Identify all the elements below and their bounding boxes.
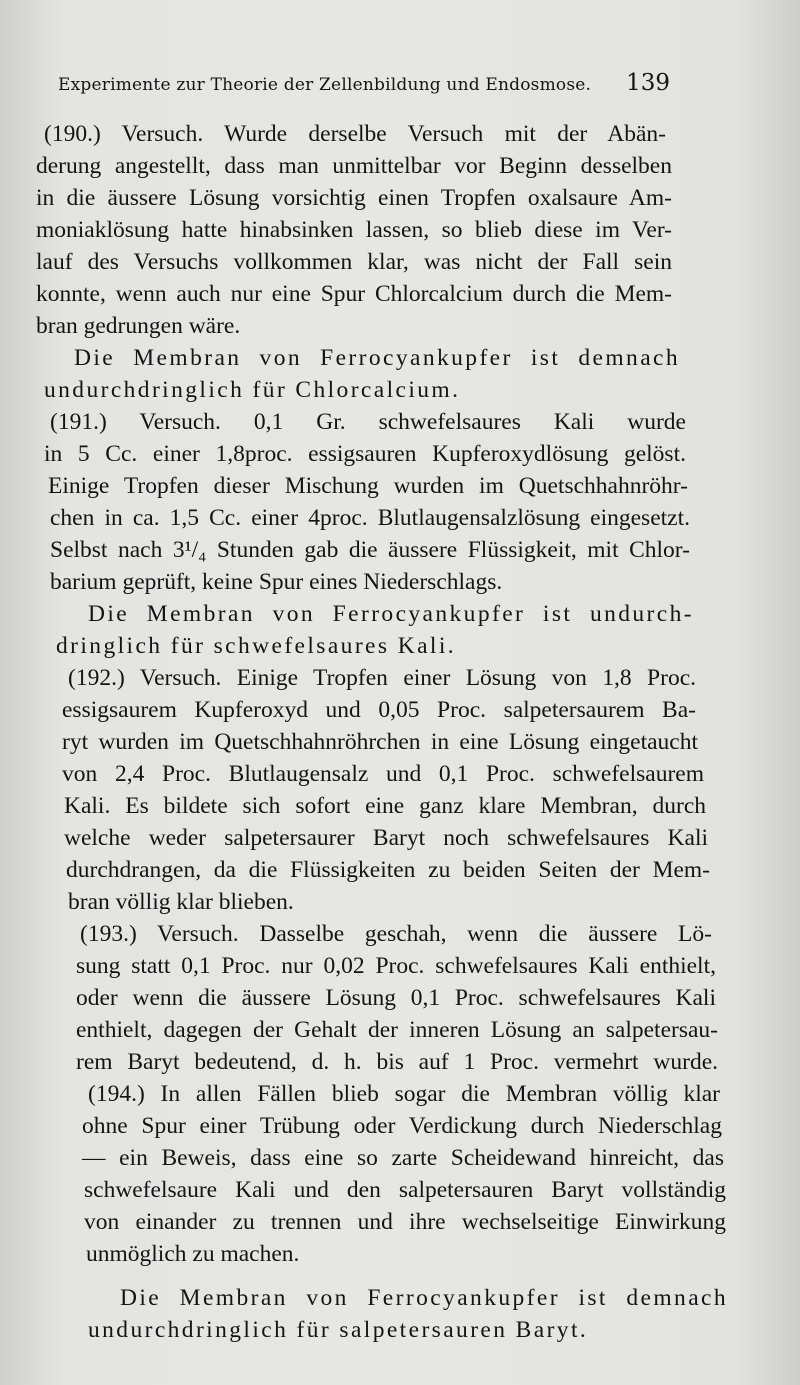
text-line: schwefelsaure Kali und den salpetersauren Baryt vollständig [84, 1177, 726, 1203]
text-line: ohne Spur einer Trübung oder Verdickung durch Niederschlag [82, 1113, 722, 1139]
text-line: Selbst nach 3¹/₄ Stunden gab die äussere Flüssigkeit, mit Chlor- [50, 537, 690, 563]
text-line: derung angestellt, dass man unmittelbar vor Beginn desselben [36, 153, 672, 179]
text-line: unmöglich zu machen. [86, 1241, 300, 1267]
text-line: (193.) Versuch. Dasselbe geschah, wenn die äussere Lö- [80, 921, 712, 947]
text-line: durchdrangen, da die Flüssigkeiten zu beiden Seiten der Mem- [66, 857, 710, 883]
text-line: Einige Tropfen dieser Mischung wurden im Quetschhahnröhr- [48, 473, 688, 499]
conclusion-line: dringlich für schwefelsaures Kali. [56, 633, 457, 659]
text-line: rem Baryt bedeutend, d. h. bis auf 1 Proc. vermehrt wurde. [76, 1049, 718, 1075]
text-line: essigsaurem Kupferoxyd und 0,05 Proc. salpetersaurem Ba- [62, 697, 696, 723]
text-line: von 2,4 Proc. Blutlaugensalz und 0,1 Proc. schwefelsaurem [62, 761, 704, 787]
text-line: (191.) Versuch. 0,1 Gr. schwefelsaures Kali wurde [50, 409, 686, 435]
text-line: von einander zu trennen und ihre wechselseitige Einwirkung [84, 1209, 726, 1235]
text-line: konnte, wenn auch nur eine Spur Chlorcalcium durch die Mem- [36, 281, 672, 307]
text-line: chen in ca. 1,5 Cc. einer 4proc. Blutlaugensalzlösung eingesetzt. [50, 505, 690, 531]
conclusion-line: Die Membran von Ferrocyankupfer ist undurch- [88, 601, 694, 627]
text-line: welche weder salpetersaurer Baryt noch schwefelsaures Kali [64, 825, 708, 851]
text-line: (192.) Versuch. Einige Tropfen einer Lösung von 1,8 Proc. [68, 665, 696, 691]
page-number: 139 [626, 70, 670, 96]
text-line: in 5 Cc. einer 1,8proc. essigsauren Kupferoxydlösung gelöst. [44, 441, 686, 467]
text-line: lauf des Versuchs vollkommen klar, was nicht der Fall sein [36, 249, 672, 275]
text-line: — ein Beweis, dass eine so zarte Scheidewand hinreicht, das [82, 1145, 724, 1171]
text-line: barium geprüft, keine Spur eines Niederschlags. [50, 569, 503, 595]
text-line: oder wenn die äussere Lösung 0,1 Proc. schwefelsaures Kali [76, 985, 716, 1011]
text-line: (194.) In allen Fällen blieb sogar die Membran völlig klar [88, 1081, 720, 1107]
text-line: ryt wurden im Quetschhahnröhrchen in eine Lösung eingetaucht [62, 729, 698, 755]
text-line: moniaklösung hatte hinabsinken lassen, so blieb diese im Ver- [36, 217, 672, 243]
text-line: in die äussere Lösung vorsichtig einen Tropfen oxalsaure Am- [36, 185, 672, 211]
conclusion-line: Die Membran von Ferrocyankupfer ist demnach [120, 1285, 728, 1311]
text-line: sung statt 0,1 Proc. nur 0,02 Proc. schwefelsaures Kali enthielt, [76, 953, 716, 979]
text-line: enthielt, dagegen der Gehalt der inneren Lösung an salpetersau- [76, 1017, 718, 1043]
text-line: (190.) Versuch. Wurde derselbe Versuch mit der Abän- [44, 121, 666, 147]
text-line: bran gedrungen wäre. [36, 313, 241, 339]
running-header [58, 70, 670, 106]
text-line: bran völlig klar blieben. [68, 889, 294, 915]
text-line: Kali. Es bildete sich sofort eine ganz klare Membran, durch [64, 793, 706, 819]
conclusion-line: undurchdringlich für Chlorcalcium. [44, 377, 461, 403]
conclusion-line: Die Membran von Ferrocyankupfer ist demnach [74, 345, 680, 371]
conclusion-line: undurchdringlich für salpetersauren Baryt. [88, 1317, 589, 1343]
running-title: Experimente zur Theorie der Zellenbildung und Endosmose. [58, 75, 592, 95]
